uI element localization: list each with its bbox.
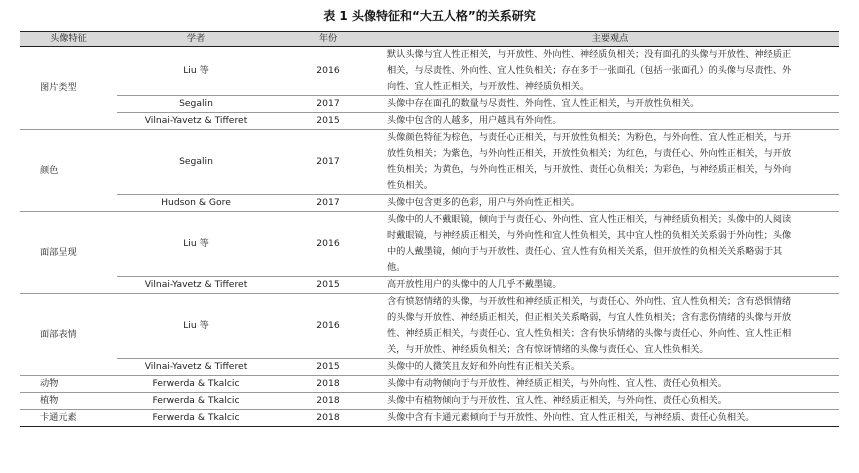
table-row bbox=[20, 393, 839, 410]
view-cell: 头像中包含更多的色彩，用户与外向性正相关。 bbox=[381, 195, 839, 212]
year-cell: 2017 bbox=[275, 96, 381, 113]
scholar-cell: Vilnai-Yavetz & Tifferet bbox=[117, 113, 275, 130]
year-cell: 2018 bbox=[275, 393, 381, 410]
table-row bbox=[20, 113, 839, 130]
research-table bbox=[20, 31, 839, 427]
scholar-cell: Segalin bbox=[117, 96, 275, 113]
table-row bbox=[20, 212, 839, 277]
table-row bbox=[20, 376, 839, 393]
view-cell: 头像中含有卡通元素倾向于与开放性、外向性、宜人性正相关，与神经质、责任心负相关。 bbox=[381, 410, 839, 427]
table-row bbox=[20, 294, 839, 359]
scholar-cell: Hudson & Gore bbox=[117, 195, 275, 212]
header-year: 年份 bbox=[275, 32, 381, 47]
view-cell: 头像中有植物倾向于与开放性、宜人性、神经质正相关，与外向性、责任心负相关。 bbox=[381, 393, 839, 410]
view-cell: 头像颜色特征为棕色，与责任心正相关，与开放性负相关；为粉色，与外向性、宜人性正相关，与开放性负相关；为紫色，与外向性正相关，开放性负相关；为红色，与责任心、外向性正相关，与开放性负相关；为黄色，与外向性正相关，与开放性、责任心负相关；为彩色，与神经质正相关，与外向性负相关。 bbox=[381, 130, 839, 195]
year-cell: 2016 bbox=[275, 47, 381, 96]
feature-cell: 卡通元素 bbox=[20, 410, 117, 427]
header-view: 主要观点 bbox=[381, 32, 839, 47]
table-caption: 表 1 头像特征和“大五人格”的关系研究 bbox=[323, 9, 536, 23]
scholar-cell: Ferwerda & Tkalcic bbox=[117, 376, 275, 393]
scholar-cell: Liu 等 bbox=[117, 294, 275, 359]
scholar-cell: Liu 等 bbox=[117, 212, 275, 277]
view-cell: 高开放性用户的头像中的人几乎不戴墨镜。 bbox=[381, 277, 839, 294]
view-cell: 含有愤怒情绪的头像，与开放性和神经质正相关，与责任心、外向性、宜人性负相关；含有恐惧情绪的头像与开放性、神经质正相关，但正相关关系略弱，与宜人性负相关；含有悲伤情绪的头像与开放性、神经质正相关，与责任心、宜人性负相关；含有快乐情绪的头像与责任心、外向性、宜人性正相关，与开放性、神经质负相关；含有惊讶情绪的头像与责任心、宜人性负相关。 bbox=[381, 294, 839, 359]
year-cell: 2018 bbox=[275, 376, 381, 393]
feature-cell: 面部呈现 bbox=[20, 212, 117, 294]
table-row bbox=[20, 96, 839, 113]
view-cell: 头像中有动物倾向于与开放性、神经质正相关，与外向性、宜人性、责任心负相关。 bbox=[381, 376, 839, 393]
year-cell: 2015 bbox=[275, 277, 381, 294]
header-row bbox=[20, 32, 839, 47]
table-row bbox=[20, 195, 839, 212]
year-cell: 2015 bbox=[275, 113, 381, 130]
table-row bbox=[20, 130, 839, 195]
view-cell: 头像中的人微笑且友好和外向性有正相关关系。 bbox=[381, 359, 839, 376]
year-cell: 2017 bbox=[275, 130, 381, 195]
scholar-cell: Ferwerda & Tkalcic bbox=[117, 393, 275, 410]
year-cell: 2016 bbox=[275, 294, 381, 359]
feature-cell: 面部表情 bbox=[20, 294, 117, 376]
feature-cell: 图片类型 bbox=[20, 47, 117, 130]
scholar-cell: Vilnai-Yavetz & Tifferet bbox=[117, 359, 275, 376]
view-cell: 头像中包含的人越多，用户越具有外向性。 bbox=[381, 113, 839, 130]
table-row bbox=[20, 359, 839, 376]
year-cell: 2018 bbox=[275, 410, 381, 427]
year-cell: 2015 bbox=[275, 359, 381, 376]
scholar-cell: Vilnai-Yavetz & Tifferet bbox=[117, 277, 275, 294]
view-cell: 默认头像与宜人性正相关，与开放性、外向性、神经质负相关；没有面孔的头像与开放性、神经质正相关，与尽责性、外向性、宜人性负相关；存在多于一张面孔（包括一张面孔）的头像与尽责性、外向性、宜人性正相关，与开放性、神经质负相关。 bbox=[381, 47, 839, 96]
table-body bbox=[20, 47, 839, 427]
header-scholar: 学者 bbox=[117, 32, 275, 47]
table-header bbox=[20, 32, 839, 47]
scholar-cell: Ferwerda & Tkalcic bbox=[117, 410, 275, 427]
year-cell: 2017 bbox=[275, 195, 381, 212]
feature-cell: 颜色 bbox=[20, 130, 117, 212]
view-cell: 头像中存在面孔的数量与尽责性、外向性、宜人性正相关，与开放性负相关。 bbox=[381, 96, 839, 113]
table-row bbox=[20, 410, 839, 427]
feature-cell: 动物 bbox=[20, 376, 117, 393]
header-feature: 头像特征 bbox=[20, 32, 117, 47]
table-row bbox=[20, 277, 839, 294]
view-cell: 头像中的人不戴眼镜，倾向于与责任心、外向性、宜人性正相关，与神经质负相关；头像中的人阅读时戴眼镜，与神经质正相关，与外向性和宜人性负相关，其中宜人性的负相关关系弱于外向性；头像中的人戴墨镜，倾向于与开放性、责任心、宜人性有负相关关系，但开放性的负相关关系略弱于其他。 bbox=[381, 212, 839, 277]
year-cell: 2016 bbox=[275, 212, 381, 277]
scholar-cell: Liu 等 bbox=[117, 47, 275, 96]
table-row bbox=[20, 47, 839, 96]
feature-cell: 植物 bbox=[20, 393, 117, 410]
scholar-cell: Segalin bbox=[117, 130, 275, 195]
